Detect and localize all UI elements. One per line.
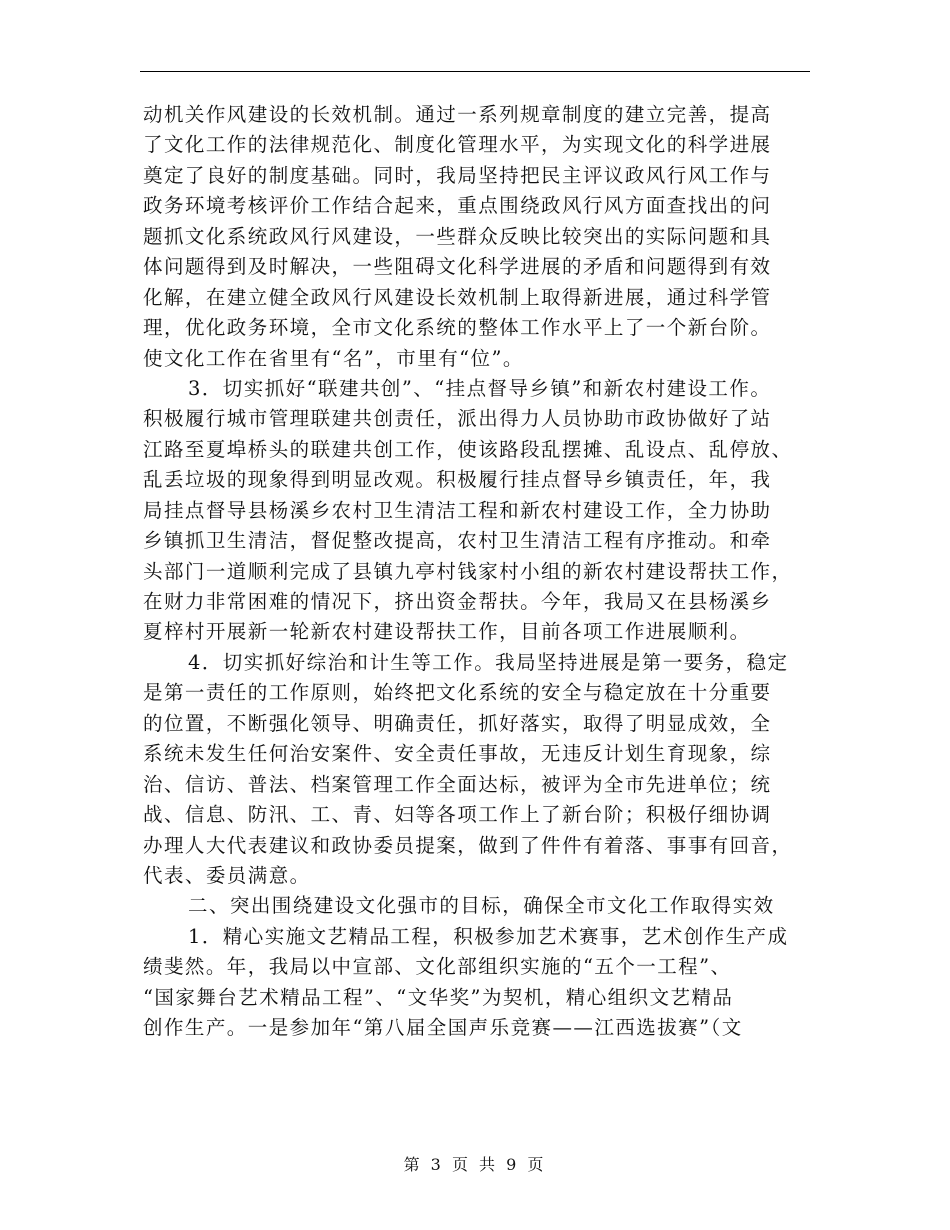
text-line: 代表、委员满意。 — [143, 863, 311, 887]
text-line: 体问题得到及时解决，一些阻碍文化科学进展的矛盾和问题得到有效 — [143, 255, 772, 279]
text-line: 绩斐然。年，我局以中宣部、文化部组织实施的“五个一工程”、 — [143, 955, 732, 979]
header-divider — [140, 71, 810, 72]
text-line: 题抓文化系统政风行风建设，一些群众反映比较突出的实际问题和具 — [143, 224, 772, 248]
text-line: 二、突出围绕建设文化强市的目标，确保全市文化工作取得实效 — [188, 894, 775, 918]
text-line: 理，优化政务环境，全市文化系统的整体工作水平上了一个新台阶。 — [143, 316, 772, 340]
text-line: 战、信息、防汛、工、青、妇等各项工作上了新台阶；积极仔细协调 — [143, 803, 772, 827]
text-line: 江路至夏埠桥头的联建共创工作，使该路段乱摆摊、乱设点、乱停放、 — [143, 437, 793, 461]
text-line: 办理人大代表建议和政协委员提案，做到了件件有着落、事事有回音， — [143, 833, 793, 857]
text-line: 了文化工作的法律规范化、制度化管理水平，为实现文化的科学进展 — [143, 133, 772, 157]
text-line: 乱丢垃圾的现象得到明显改观。积极履行挂点督导乡镇责任，年，我 — [143, 468, 772, 492]
text-line: 在财力非常困难的情况下，挤出资金帮扶。今年，我局又在县杨溪乡 — [143, 590, 772, 613]
text-line: 使文化工作在省里有“名”，市里有“位”。 — [143, 346, 524, 370]
document-body — [143, 100, 813, 1044]
text-line: 治、信访、普法、档案管理工作全面达标，被评为全市先进单位；统 — [143, 772, 772, 796]
text-line: 系统未发生任何治安案件、安全责任事故，无违反计划生育现象，综 — [143, 742, 772, 766]
text-line: 的位置，不断强化领导、明确责任，抓好落实，取得了明显成效，全 — [143, 711, 772, 735]
text-line: 积极履行城市管理联建共创责任，派出得力人员协助市政协做好了站 — [143, 407, 772, 431]
text-line: 动机关作风建设的长效机制。通过一系列规章制度的建立完善，提高 — [143, 103, 772, 126]
text-line: 1．精心实施文艺精品工程，积极参加艺术赛事，艺术创作生产成 — [188, 924, 789, 948]
text-line: 夏梓村开展新一轮新农村建设帮扶工作，目前各项工作进展顺利。 — [143, 620, 751, 644]
text-line: 化解，在建立健全政风行风建设长效机制上取得新进展，通过科学管 — [143, 285, 772, 309]
text-line: 4．切实抓好综治和计生等工作。我局坚持进展是第一要务，稳定 — [188, 650, 789, 674]
text-line: “国家舞台艺术精品工程”、“文华奖”为契机，精心组织文艺精品 — [143, 985, 734, 1009]
text-line: 奠定了良好的制度基础。同时，我局坚持把民主评议政风行风工作与 — [143, 163, 772, 187]
page-footer: 第 3 页 共 9 页 — [403, 1155, 547, 1174]
text-line: 乡镇抓卫生清洁，督促整改提高，农村卫生清洁工程有序推动。和牵 — [143, 529, 772, 553]
text-line: 3．切实抓好“联建共创”、“挂点督导乡镇”和新农村建设工作。 — [188, 376, 772, 400]
text-line: 政务环境考核评价工作结合起来，重点围绕政风行风方面查找出的问 — [143, 194, 772, 218]
text-line: 头部门一道顺利完成了县镇九亭村钱家村小组的新农村建设帮扶工作， — [143, 559, 793, 583]
text-line: 创作生产。一是参加年“第八届全国声乐竞赛——江西选拔赛”（文 — [143, 1016, 743, 1040]
text-line: 局挂点督导县杨溪乡农村卫生清洁工程和新农村建设工作，全力协助 — [143, 498, 772, 522]
text-line: 是第一责任的工作原则，始终把文化系统的安全与稳定放在十分重要 — [143, 681, 772, 705]
